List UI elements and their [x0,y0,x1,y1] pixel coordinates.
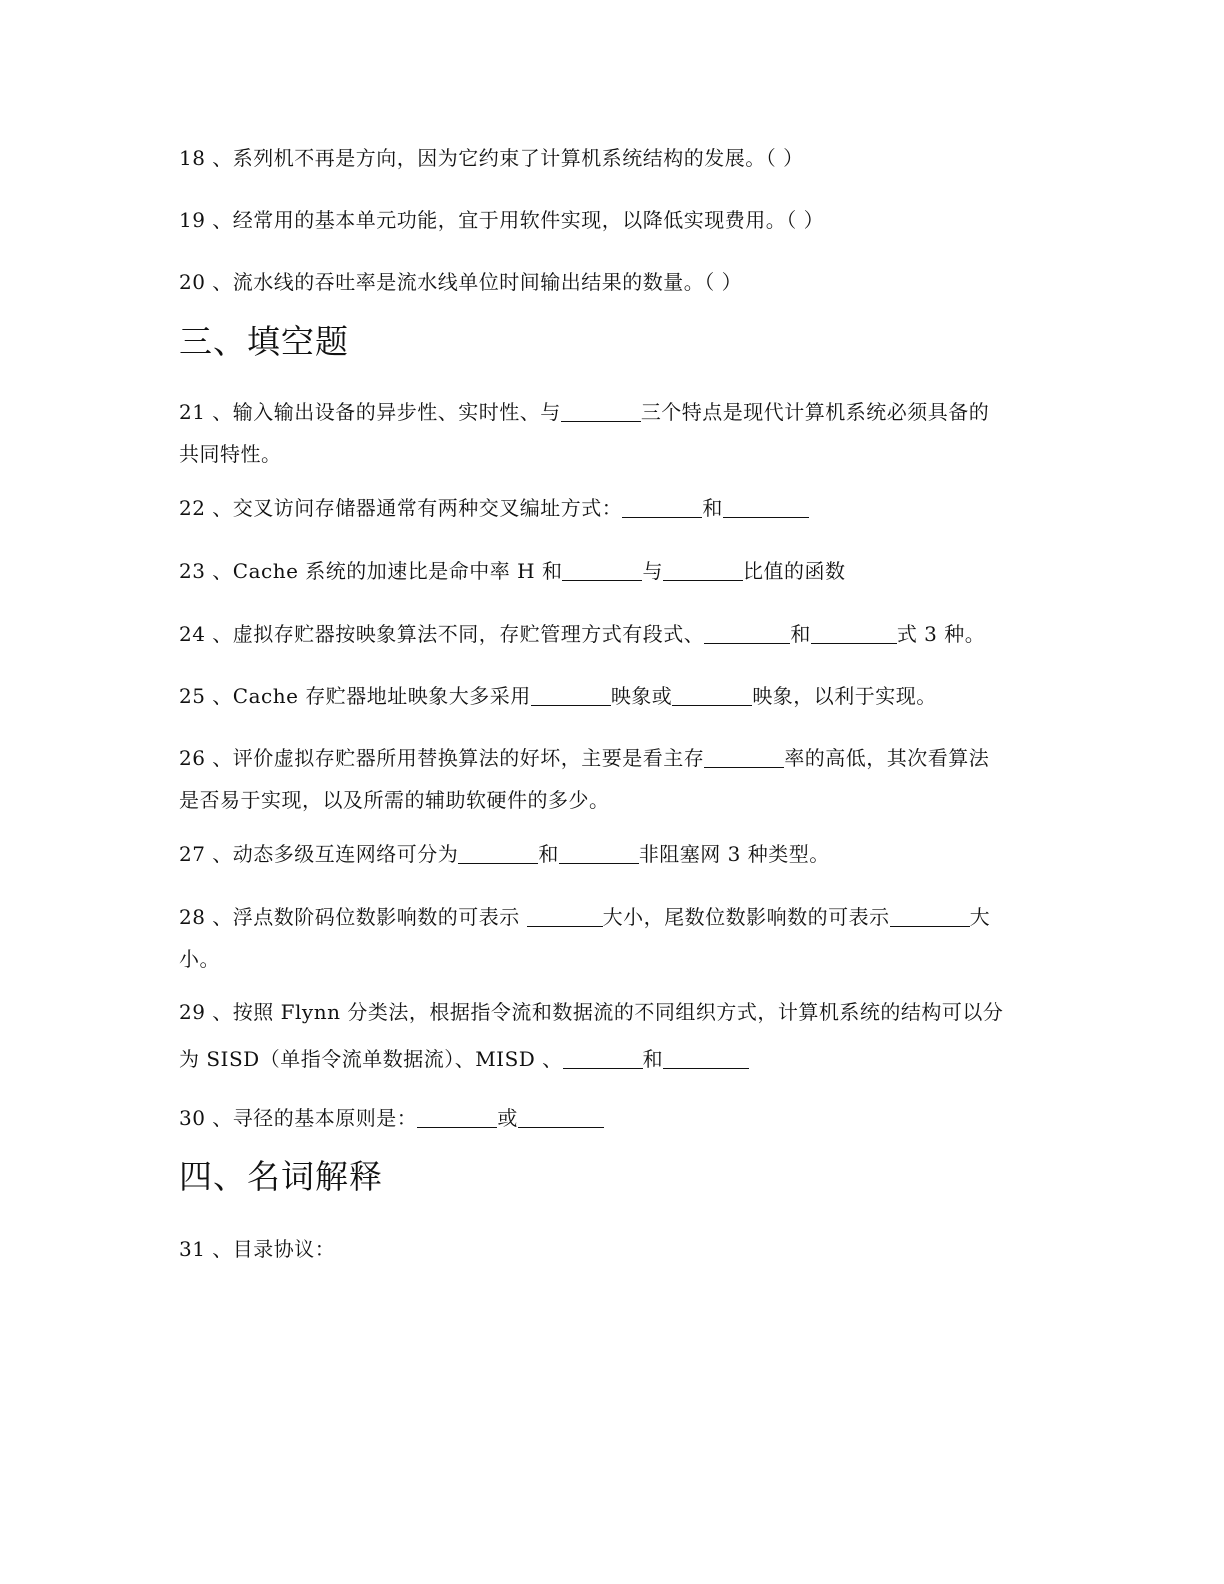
section-title-fill-blank: 三、填空题 [179,322,349,361]
question-22-text-b: 和 [702,496,723,520]
answer-blank[interactable] [663,558,743,581]
answer-blank[interactable] [527,904,603,927]
question-25-text-a: 25 、Cache 存贮器地址映象大多采用 [179,684,531,708]
question-27-text-b: 和 [538,842,559,866]
answer-blank[interactable] [458,841,538,864]
question-26-text-b: 率的高低，其次看算法 [784,746,990,770]
question-23 [179,557,845,585]
question-21-text-b: 三个特点是现代计算机系统必须具备的 [640,400,990,424]
answer-blank[interactable] [663,1046,749,1069]
question-28-text-b: 大小，尾数位数影响数的可表示 [602,905,890,929]
question-22 [179,494,809,522]
question-26-text-c: 是否易于实现，以及所需的辅助软硬件的多少。 [179,788,610,812]
question-28-text-a: 28 、浮点数阶码位数影响数的可表示 [179,905,527,929]
question-25-text-b: 映象或 [610,684,673,708]
answer-blank[interactable] [622,495,702,518]
answer-blank[interactable] [563,1046,643,1069]
question-23-text-c: 比值的函数 [742,559,846,583]
question-18-text: 18 、系列机不再是方向，因为它约束了计算机系统结构的发展。（ ） [179,146,804,170]
question-31 [179,1235,335,1263]
question-30-text-a: 30 、寻径的基本原则是： [179,1106,418,1130]
question-24-text-a: 24 、虚拟存贮器按映象算法不同，存贮管理方式有段式、 [179,622,705,646]
question-26-continued [179,786,610,814]
question-21-text-c: 共同特性。 [179,442,282,466]
answer-blank[interactable] [559,841,639,864]
question-25 [179,682,937,710]
answer-blank[interactable] [531,683,611,706]
question-27-text-a: 27 、动态多级互连网络可分为 [179,842,459,866]
question-21-continued [179,440,282,468]
question-29-text-b: 为 SISD（单指令流单数据流）、MISD 、 [179,1047,563,1071]
question-23-text-a: 23 、Cache 系统的加速比是命中率 H 和 [179,559,563,583]
answer-blank[interactable] [417,1105,497,1128]
answer-blank[interactable] [562,558,642,581]
answer-blank[interactable] [811,621,897,644]
question-21-text-a: 21 、输入输出设备的异步性、实时性、与 [179,400,561,424]
answer-blank[interactable] [723,495,809,518]
question-19-text: 19 、经常用的基本单元功能，宜于用软件实现，以降低实现费用。（ ） [179,208,825,232]
question-26 [179,744,989,772]
answer-blank[interactable] [672,683,752,706]
question-19 [179,206,824,234]
question-30-text-b: 或 [497,1106,518,1130]
question-24-text-b: 和 [790,622,811,646]
question-27-text-c: 非阻塞网 3 种类型。 [638,842,830,866]
question-30 [179,1104,604,1132]
answer-blank[interactable] [890,904,970,927]
question-29 [179,998,1003,1026]
question-31-text: 31 、目录协议： [179,1237,336,1261]
answer-blank[interactable] [518,1105,604,1128]
question-23-text-b: 与 [642,559,663,583]
question-24-text-c: 式 3 种。 [896,622,986,646]
answer-blank[interactable] [704,745,784,768]
question-28 [179,903,990,931]
question-29-continued [179,1045,749,1073]
question-25-text-c: 映象，以利于实现。 [752,684,937,708]
answer-blank[interactable] [704,621,790,644]
question-22-text-a: 22 、交叉访问存储器通常有两种交叉编址方式： [179,496,623,520]
question-28-text-c: 大 [969,905,991,929]
question-29-text-c: 和 [642,1047,664,1071]
question-26-text-a: 26 、评价虚拟存贮器所用替换算法的好坏，主要是看主存 [179,746,705,770]
question-28-continued [179,945,220,973]
question-18 [179,144,804,172]
question-20 [179,268,742,296]
question-20-text: 20 、流水线的吞吐率是流水线单位时间输出结果的数量。（ ） [179,270,743,294]
question-27 [179,840,830,868]
section-title-terms: 四、名词解释 [179,1157,383,1196]
question-28-text-d: 小。 [179,947,220,971]
answer-blank[interactable] [561,399,641,422]
question-21 [179,398,989,426]
question-29-text-a: 29 、按照 Flynn 分类法，根据指令流和数据流的不同组织方式，计算机系统的结构可以分 [179,1000,1004,1024]
question-24 [179,620,985,648]
